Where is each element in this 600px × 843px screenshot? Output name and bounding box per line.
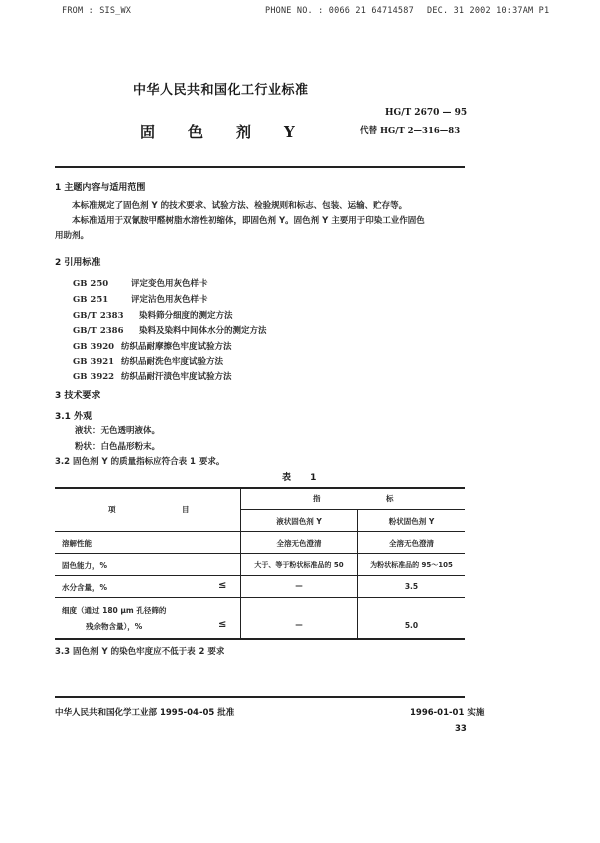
section-2-heading: 2 引用标准 [55, 258, 101, 268]
page-title [140, 121, 328, 142]
reference-item [73, 293, 208, 305]
table-caption: 表 1 [282, 473, 325, 483]
row-item: 固色能力，% [62, 561, 108, 570]
reference-title: 评定沾色用灰色样卡 [131, 295, 208, 305]
title-char: Y [284, 123, 295, 141]
section-1-heading: 1 主题内容与适用范围 [55, 183, 146, 193]
table-bottom-rule [55, 638, 465, 640]
table-header-rule [55, 531, 465, 532]
row-powder-value: 为粉状标准品的 95～105 [370, 561, 453, 569]
approval-note: 中华人民共和国化学工业部 1995-04-05 批准 [55, 708, 235, 718]
row-powder-value: 5.0 [404, 621, 419, 630]
row-liquid-value: — [295, 581, 303, 590]
standard-organization: 中华人民共和国化工行业标准 [133, 83, 309, 98]
column-header-liquid: 液状固色剂 Y [276, 517, 322, 526]
table-col-divider [357, 509, 358, 639]
reference-code: GB 3922 [73, 372, 115, 382]
row-liquid-value: — [295, 620, 303, 629]
reference-code: GB/T 2386 [73, 326, 124, 336]
reference-title: 染料筛分细度的测定方法 [139, 311, 233, 321]
fax-phone: PHONE NO. : 0066 21 64714587 [265, 6, 414, 16]
reference-code: GB 3920 [73, 342, 115, 352]
reference-item [73, 324, 267, 336]
header-index-char: 指 [313, 494, 321, 503]
section-1-para-2-line-2: 用助剂。 [55, 231, 90, 241]
table-row-rule [55, 597, 465, 598]
reference-code: GB 3921 [73, 357, 115, 367]
fax-from: FROM : SIS_WX [62, 6, 132, 16]
section-3-2: 3.2 固色剂 Y 的质量指标应符合表 1 要求。 [55, 457, 225, 467]
section-3-3: 3.3 固色剂 Y 的染色牢度应不低于表 2 要求 [55, 647, 225, 657]
table-row-rule [55, 553, 465, 554]
row-operator: ≤ [218, 619, 227, 630]
row-liquid-value: 大于、等于粉状标准品的 50 [254, 561, 344, 569]
reference-code: GB 251 [73, 295, 109, 305]
reference-item [73, 309, 233, 321]
reference-code: GB 250 [73, 279, 109, 289]
header-rule [55, 166, 465, 168]
standard-code: HG/T 2670 — 95 [385, 108, 468, 118]
table-subheader-rule [241, 509, 465, 510]
effective-date: 1996-01-01 实施 [410, 708, 485, 718]
reference-title: 染料及染料中间体水分的测定方法 [139, 326, 267, 336]
reference-item [73, 340, 232, 352]
section-3-1-heading: 3.1 外观 [55, 412, 93, 422]
row-liquid-value: 全溶无色澄清 [276, 539, 322, 548]
header-index-char: 标 [386, 494, 394, 503]
footer-rule [55, 696, 465, 698]
row-item: 溶解性能 [62, 539, 92, 548]
appearance-liquid: 液状：无色透明液体。 [75, 426, 161, 436]
title-char: 色 [188, 123, 204, 141]
table-top-rule [55, 487, 465, 489]
row-item: 水分含量，% [62, 583, 108, 592]
replaces-standard: 代替 HG/T 2—316—83 [360, 126, 461, 136]
reference-item [73, 277, 208, 289]
section-1-para-1: 本标准规定了固色剂 Y 的技术要求、试验方法、检验规则和标志、包装、运输、贮存等。 [72, 201, 408, 211]
row-operator: ≤ [218, 580, 227, 591]
row-item-line-1: 细度（通过 180 μm 孔径筛的 [62, 606, 167, 615]
table-row-rule [55, 575, 465, 576]
appearance-powder: 粉状：白色晶形粉末。 [75, 442, 161, 452]
row-item-line-2: 残余物含量），% [86, 622, 143, 631]
header-item-char: 项 [108, 505, 116, 514]
reference-title: 纺织品耐汗渍色牢度试验方法 [121, 372, 232, 382]
reference-code: GB/T 2383 [73, 311, 124, 321]
header-item-char: 目 [182, 505, 190, 514]
page-number: 33 [455, 724, 467, 734]
reference-item [73, 355, 223, 367]
section-3-heading: 3 技术要求 [55, 391, 101, 401]
reference-title: 纺织品耐洗色牢度试验方法 [121, 357, 224, 367]
column-header-powder: 粉状固色剂 Y [388, 517, 435, 526]
row-powder-value: 3.5 [404, 582, 419, 591]
row-powder-value: 全溶无色澄清 [389, 539, 434, 548]
reference-title: 评定变色用灰色样卡 [131, 279, 208, 289]
title-char: 固 [140, 123, 156, 141]
reference-item [73, 370, 232, 382]
title-char: 剂 [236, 123, 252, 141]
section-1-para-2-line-1: 本标准适用于双氰胺甲醛树脂水溶性初缩体，即固色剂 Y。固色剂 Y 主要用于印染工业作固色 [72, 216, 425, 226]
reference-title: 纺织品耐摩擦色牢度试验方法 [121, 342, 232, 352]
fax-datetime: DEC. 31 2002 10:37AM P1 [427, 6, 550, 16]
